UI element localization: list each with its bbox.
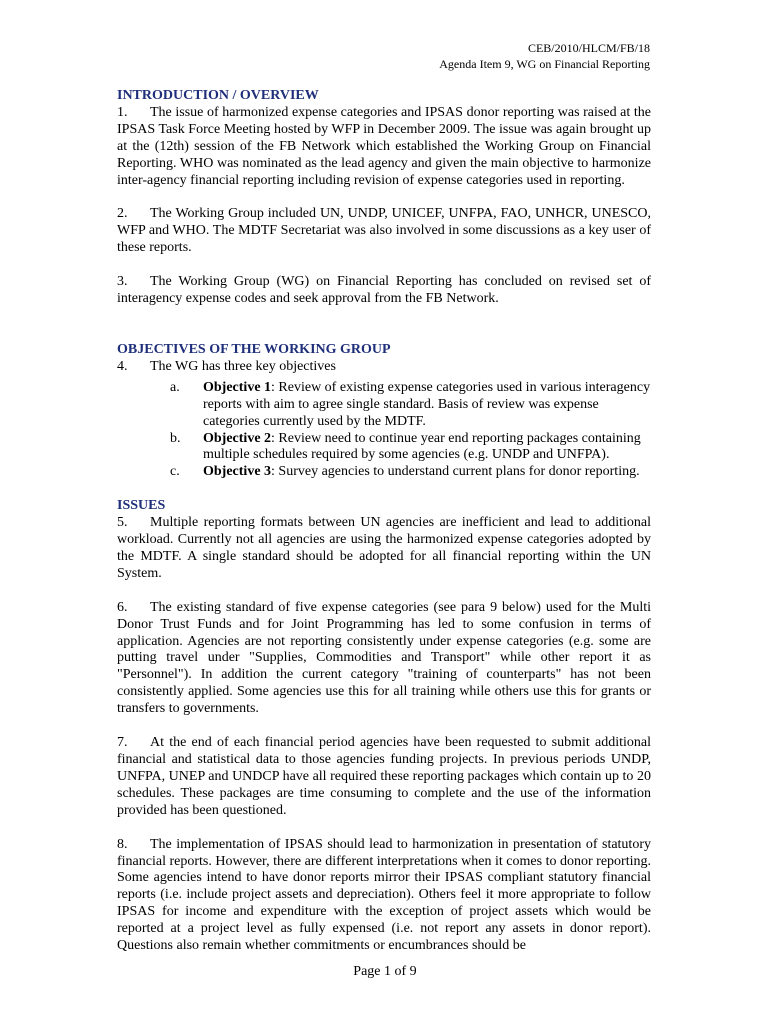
paragraph-number: 8.	[117, 836, 128, 852]
paragraph-8	[117, 837, 651, 955]
paragraph-text: The Working Group included UN, UNDP, UNICEF, UNFPA, FAO, UNHCR, UNESCO, WFP and WHO. The MDTF Secretariat was also involved in some discussions as a key user of these reports.	[117, 206, 651, 256]
paragraph-number: 1.	[117, 104, 128, 120]
paragraph-text: The Working Group (WG) on Financial Reporting has concluded on revised set of interagency expense codes and seek approval from the FB Network.	[117, 274, 651, 307]
paragraph-5	[117, 515, 651, 583]
list-item-label: c.	[170, 464, 180, 480]
document-header	[439, 40, 650, 72]
section-title-objectives: OBJECTIVES OF THE WORKING GROUP	[117, 341, 391, 357]
paragraph-text: Multiple reporting formats between UN agencies are inefficient and lead to additional workload. Currently not all agencies are using the harmonized expense categories adopted by the MDTF. A single standard should be adopted for all financial reporting within the UN System.	[117, 515, 651, 581]
paragraph-number: 4.	[117, 358, 128, 374]
paragraph-3	[117, 274, 651, 308]
paragraph-text: The existing standard of five expense categories (see para 9 below) used for the Multi Donor Trust Funds and for Joint Programming has led to some confusion in terms of application. Agencies are not reporting consistently under expense categories (e.g. some are putting travel under "Supplies, Commodities and Transport" while other report it as "Personnel"). In addition the current category "training of counterparts" has not been consistently applied. Some agencies use this for all training while others use this for grants or transfers to governments.	[117, 599, 651, 717]
objective-text: : Review of existing expense categories used in various interagency reports with aim to agree single standard. Basis of review was expense categories currently used by the MDTF.	[203, 379, 651, 429]
paragraph-text: The implementation of IPSAS should lead to harmonization in presentation of statutory financial reports. However, there are different interpretations when it comes to donor reporting. Some agencies intend to have donor reports mirror their IPSAS compliant statutory financial reports (i.e. include project assets and depreciation). Others feel it more appropriate to follow IPSAS for income and expenditure with the exception of project assets which would be reported at a project level as fully expensed (i.e. not report any assets in donor report). Questions also remain whether commitments or encumbrances should be	[117, 836, 651, 954]
page-number: Page 1 of 9	[353, 964, 417, 979]
objective-title: Objective 1	[203, 379, 272, 395]
objective-text: : Review need to continue year end reporting packages containing multiple schedules required by some agencies (e.g. UNDP and UNFPA).	[203, 430, 641, 463]
paragraph-number: 6.	[117, 599, 128, 615]
list-item	[117, 380, 651, 431]
list-item-label: b.	[170, 430, 181, 446]
objective-text: : Survey agencies to understand current plans for donor reporting.	[271, 464, 640, 480]
paragraph-number: 7.	[117, 735, 128, 751]
list-item	[117, 431, 651, 465]
paragraph-number: 2.	[117, 206, 128, 222]
objective-title: Objective 2	[203, 430, 272, 446]
paragraph-number: 5.	[117, 515, 128, 531]
paragraph-text: The WG has three key objectives	[150, 358, 336, 374]
paragraph-6	[117, 600, 651, 718]
agenda-item: Agenda Item 9, WG on Financial Reporting	[439, 57, 650, 71]
document-reference: CEB/2010/HLCM/FB/18	[527, 41, 650, 55]
section-title-issues: ISSUES	[117, 498, 166, 514]
objective-title: Objective 3	[203, 464, 272, 480]
paragraph-text: The issue of harmonized expense categories and IPSAS donor reporting was raised at the IPSAS Task Force Meeting hosted by WFP in December 2009. The issue was again brought up at the (12th) session of the FB Network which established the Working Group on Financial Reporting. WHO was nominated as the lead agency and given the main objective to harmonize inter-agency financial reporting including revision of expense categories used in reporting.	[117, 104, 651, 188]
document-body	[117, 88, 651, 955]
objectives-list	[117, 380, 651, 481]
paragraph-4	[117, 359, 651, 376]
paragraph-7	[117, 735, 651, 820]
paragraph-text: At the end of each financial period agencies have been requested to submit additional financial and statistical data to those agencies funding projects. In previous periods UNDP, UNFPA, UNEP and UNDCP have all required these reporting packages which contain up to 20 schedules. These packages are time consuming to complete and the use of the information provided has been questioned.	[117, 735, 651, 818]
paragraph-number: 3.	[117, 274, 128, 290]
list-item	[117, 464, 651, 481]
paragraph-2	[117, 206, 651, 257]
paragraph-1	[117, 105, 651, 190]
list-item-label: a.	[170, 379, 180, 395]
section-title-introduction: INTRODUCTION / OVERVIEW	[117, 88, 319, 103]
